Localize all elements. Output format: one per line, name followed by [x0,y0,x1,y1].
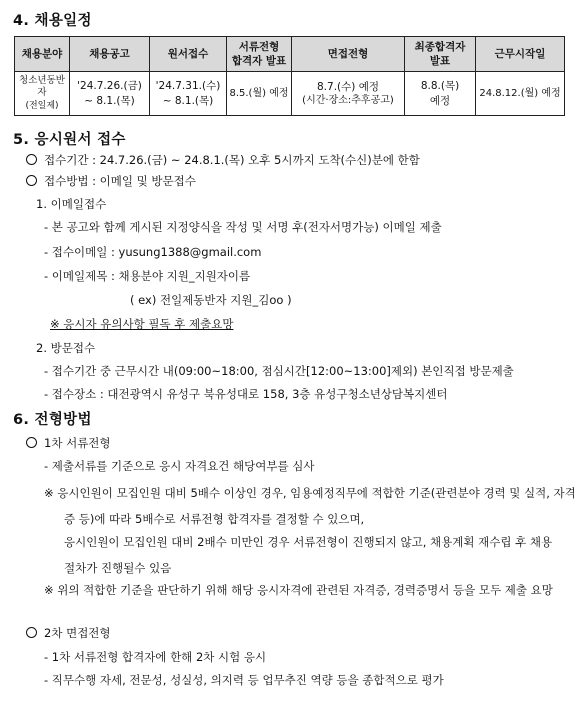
email-heading: 1. 이메일접수 [36,197,107,211]
round2-item-2: - 직무수행 자세, 전문성, 성실성, 의지력 등 업무추진 역량 등을 종합적으로 평가 [44,673,444,687]
note-1b: 응시인원이 모집인원 대비 2배수 미만인 경우 서류전형이 진행되지 않고, 채용계획 재수립 후 채용절차가 진행될수 있음 [64,535,553,575]
circle-bullet-icon [26,627,37,638]
schedule-table [14,36,565,116]
round1-item: - 제출서류를 기준으로 응시 자격요건 해당여부를 심사 [44,459,315,473]
circle-bullet-icon [26,154,37,165]
period-line: 접수기간 : 24.7.26.(금) ~ 24.8.1.(목) 오후 5시까지 도착(수신)분에 한함 [26,152,420,168]
schedule-header-row [15,37,565,72]
round2-item-1: - 1차 서류전형 합격자에 한해 2차 시험 응시 [44,650,267,664]
schedule-row [15,72,565,116]
header-doc-result: 서류전형 합격자 발표 [227,37,292,72]
cell-final-result: 8.8.(목) 예정 [405,72,476,116]
cell-start-date: 24.8.12.(월) 예정 [476,72,565,116]
cell-doc-result: 8.5.(월) 예정 [227,72,292,116]
circle-bullet-icon [26,175,37,186]
cell-interview: 8.7.(수) 예정 (시간·장소:추후공고) [292,72,405,116]
section-6-title: 6. 전형방법 [13,412,92,428]
round1-line: 1차 서류전형 [26,435,111,451]
note-1: ※ 응시인원이 모집인원 대비 5배수 이상인 경우, 임용예정직무에 적합한 기준(관련분야 경력 및 실적, 자격증 등)에 따라 5배수로 서류전형 합격자를 결정할 수 있으며, [44,486,576,526]
header-interview: 면접전형 [292,37,405,72]
note-2: ※ 위의 적합한 기준을 판단하기 위해 해당 응시자격에 관련된 자격증, 경력증명서 등을 모두 제출 요망 [44,583,553,597]
visit-item-2: - 접수장소 : 대전광역시 유성구 북유성대로 158, 3층 유성구청소년상담복지센터 [44,387,448,401]
email-example: ( ex) 전일제동반자 지원_김oo ) [130,293,292,307]
email-item-3: - 이메일제목 : 채용분야 지원_지원자이름 [44,269,251,283]
email-item-2: - 접수이메일 : yusung1388@gmail.com [44,245,262,259]
header-notice: 채용공고 [70,37,150,72]
cell-apply: '24.7.31.(수) ~ 8.1.(목) [150,72,227,116]
method-line: 접수방법 : 이메일 및 방문접수 [26,173,196,189]
section-5-title: 5. 응시원서 접수 [13,132,126,148]
circle-bullet-icon [26,437,37,448]
round2-line: 2차 면접전형 [26,625,111,641]
visit-heading: 2. 방문접수 [36,341,96,355]
header-apply: 원서접수 [150,37,227,72]
cell-field: 청소년동반자 (전일제) [15,72,70,116]
cell-notice: '24.7.26.(금) ~ 8.1.(목) [70,72,150,116]
header-start-date: 근무시작일 [476,37,565,72]
header-field: 채용분야 [15,37,70,72]
visit-item-1: - 접수기간 중 근무시간 내(09:00~18:00, 점심시간[12:00~13:00]제외) 본인직접 방문제출 [44,364,514,378]
header-final-result: 최종합격자 발표 [405,37,476,72]
email-item-1: - 본 공고와 함께 게시된 지정양식을 작성 및 서명 후(전자서명가능) 이메일 제출 [44,220,442,234]
notice-line: ※ 응시자 유의사항 필독 후 제출요망 [50,317,234,331]
section-4-title: 4. 채용일정 [13,13,92,29]
